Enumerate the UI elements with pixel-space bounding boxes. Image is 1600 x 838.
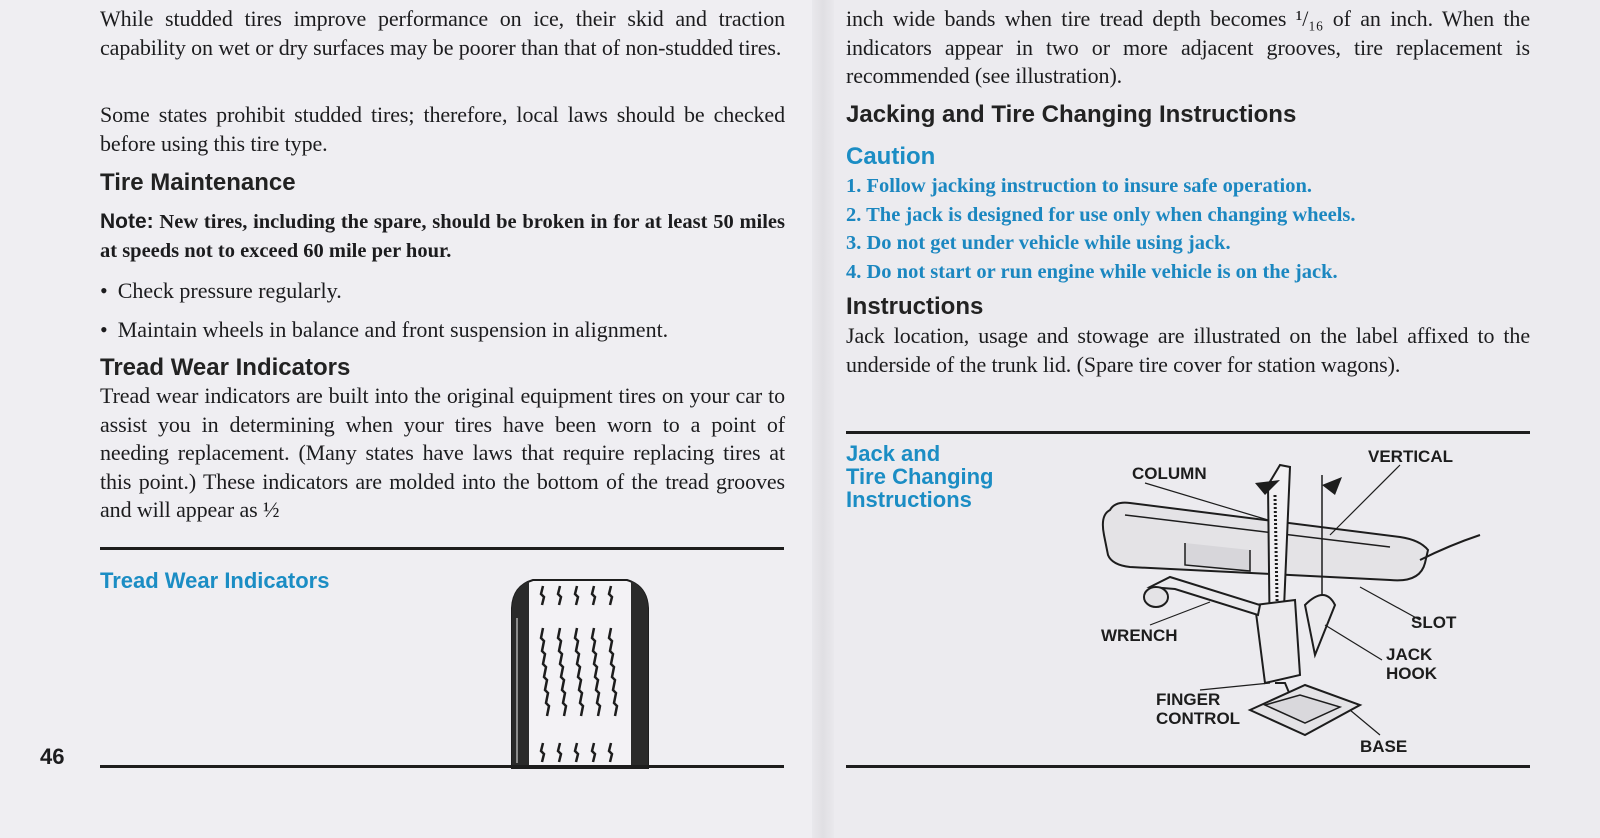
label-jack-hook-line: HOOK bbox=[1386, 664, 1437, 683]
jack-figure-title bbox=[846, 442, 994, 511]
figure-bottom-rule-left bbox=[100, 765, 784, 768]
instructions-body: Jack location, usage and stowage are illustrated on the label affixed to the underside of the trunk lid. (Spare tire cover for station wagons). bbox=[846, 323, 1530, 377]
label-slot: SLOT bbox=[1411, 613, 1457, 632]
tire-maintenance-heading: Tire Maintenance bbox=[100, 169, 296, 196]
label-finger-control bbox=[1156, 690, 1240, 728]
tread-wear-figure-title: Tread Wear Indicators bbox=[100, 568, 330, 593]
bullet-check-pressure: • Check pressure regularly. bbox=[100, 277, 342, 305]
tread-wear-heading: Tread Wear Indicators bbox=[100, 354, 351, 381]
caution-heading: Caution bbox=[846, 143, 936, 170]
caution-item: 1. Follow jacking instruction to insure safe operation. bbox=[846, 175, 1312, 197]
tire-tread-illustration bbox=[505, 578, 655, 768]
label-base: BASE bbox=[1360, 737, 1408, 756]
instructions-heading: Instructions bbox=[846, 293, 984, 320]
figure-top-rule-left bbox=[100, 547, 784, 550]
label-jack-hook bbox=[1386, 645, 1437, 683]
studded-paragraph-2: Some states prohibit studded tires; therefore, local laws should be checked before using this tire type. bbox=[100, 102, 785, 156]
label-vertical: VERTICAL bbox=[1368, 447, 1453, 466]
label-finger-control-line: FINGER bbox=[1156, 690, 1221, 709]
jack-figure-title-line: Jack and bbox=[846, 441, 941, 466]
caution-item: 4. Do not start or run engine while vehicle is on the jack. bbox=[846, 260, 1338, 283]
jack-figure-title-line: Instructions bbox=[846, 487, 972, 512]
page-number: 46 bbox=[40, 744, 65, 769]
tread-wear-body: Tread wear indicators are built into the original equipment tires on your car to assist you in determining when your tires have been worn to a point of needing replacement. (Many states have laws that require replacing tires at this point.) These indicators are molded into the bottom of the tread grooves and will appear as ½ bbox=[100, 383, 785, 523]
jacking-heading: Jacking and Tire Changing Instructions bbox=[846, 101, 1297, 128]
jack-figure-title-line: Tire Changing bbox=[846, 464, 994, 489]
note-label: Note: bbox=[100, 210, 154, 233]
break-in-note bbox=[100, 207, 785, 266]
label-finger-control-line: CONTROL bbox=[1156, 709, 1241, 728]
label-wrench: WRENCH bbox=[1101, 626, 1178, 645]
bullet-maintain-wheels: • Maintain wheels in balance and front suspension in alignment. bbox=[100, 316, 668, 344]
figure-bottom-rule-right bbox=[846, 765, 1530, 768]
caution-item: 2. The jack is designed for use only when changing wheels. bbox=[846, 203, 1356, 226]
studded-paragraph-1: While studded tires improve performance on ice, their skid and traction capability on wet or dry surfaces may be poorer than that of non-studded tires. bbox=[100, 6, 785, 60]
figure-top-rule-right bbox=[846, 431, 1530, 434]
tread-continued-text: inch wide bands when tire tread depth becomes ¹/₁₆ of an inch. When the indicators appear in two or more adjacent grooves, tire replacement is recommended (see illustration). bbox=[846, 6, 1530, 89]
label-jack-hook-line: JACK bbox=[1386, 645, 1433, 664]
jack-illustration bbox=[1090, 455, 1510, 755]
label-column: COLUMN bbox=[1132, 464, 1207, 483]
caution-item: 3. Do not get under vehicle while using jack. bbox=[846, 232, 1231, 254]
note-text: New tires, including the spare, should be broken in for at least 50 miles at speeds not to exceed 60 mile per hour. bbox=[100, 211, 786, 262]
book-gutter bbox=[812, 0, 834, 838]
caution-list bbox=[846, 172, 1356, 286]
